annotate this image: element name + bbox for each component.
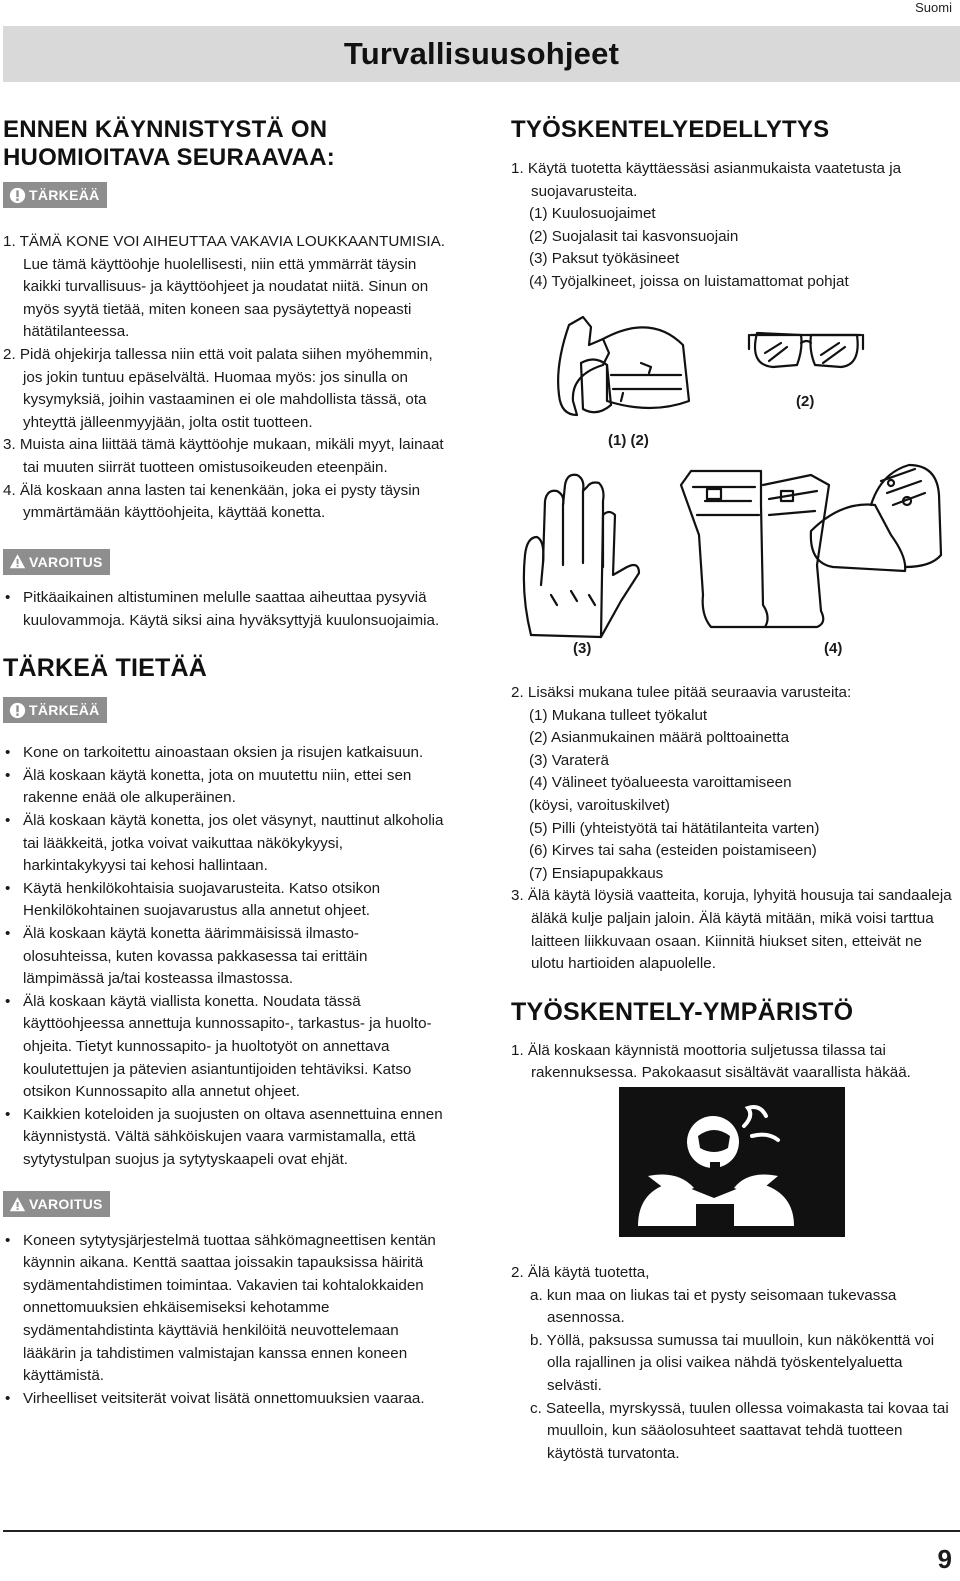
right-column	[511, 116, 956, 294]
list-item: • Älä koskaan käytä konetta, jos olet väsynyt, nauttinut alkoholia tai lääkkeitä, jotka voivat vaikuttaa näkökykyysi, harkintakykyysi tai kehosi hallintaan.	[3, 810, 445, 878]
warning-list	[3, 587, 445, 632]
warning-badge-wrap	[3, 549, 445, 578]
important-badge-label: TÄRKEÄÄ	[29, 701, 100, 718]
sub-item: a. kun maa on liukas tai et pysty seisomaan tukevassa asennossa.	[530, 1286, 897, 1327]
important-badge-label: TÄRKEÄÄ	[29, 186, 100, 203]
warning-triangle-icon	[9, 553, 26, 570]
sub-item: (3) Varaterä	[529, 751, 609, 769]
page-title: Turvallisuusohjeet	[343, 36, 620, 71]
sub-item: c. Sateella, myrskyssä, tuulen ollessa voimakasta tai kovaa tai muulloin, kun sääolosuhteet saattavat tehdä tuotteen käytöstä turvatonta.	[530, 1399, 949, 1462]
list-item: 2. Lisäksi mukana tulee pitää seuraavia varusteita:	[511, 684, 852, 701]
sub-item: (1) Kuulosuojaimet	[529, 205, 656, 223]
protective-gear-illustration	[511, 305, 956, 665]
important-badge-wrap	[3, 697, 445, 726]
list-item: 2. Pidä ohjekirja tallessa niin että voit palata siihen myöhemmin, jos jokin tuntuu epäselvältä. Huomaa myös: jos sinulla on kysymyksiä, joihin vastaaminen ei ole mahdollista tässä, ota yhteyttä jälleenmyyjään, jolta ostit tuotteen.	[3, 346, 433, 431]
warning-badge	[3, 549, 110, 575]
list-item: • Älä koskaan käytä konetta äärimmäisissä ilmasto-olosuhteissa, kuten kovassa pakkasessa tai erittäin lämpimässä ja/tai kosteassa ilmastossa.	[3, 923, 445, 991]
list-item: 3. Älä käytä löysiä vaatteita, koruja, lyhyitä housuja tai sandaaleja äläkä kulje paljain jaloin. Älä käytä mitään, mikä voisi tarttua laitteen liikkuvaan osaan. Kiinnitä hiukset siten, etteivät ne ulotu hartioiden alapuolelle.	[511, 887, 952, 973]
warning-triangle-icon	[9, 1196, 26, 1213]
left-column	[3, 116, 445, 1410]
list-item: 1. Käytä tuotetta käyttäessäsi asianmukaista vaatetusta ja suojavarusteita.	[511, 160, 902, 200]
list-item: • Pitkäaikainen altistuminen melulle saattaa aiheuttaa pysyviä kuulovammoja. Käytä siksi aina hyväksyttyjä kuulonsuojaimia.	[3, 587, 445, 632]
language-label: Suomi	[915, 0, 952, 15]
section-heading-work-conditions: TYÖSKENTELYEDELLYTYS	[511, 116, 830, 143]
safety-glasses-icon	[749, 333, 863, 367]
title-bar	[3, 26, 960, 82]
list-item: 1. TÄMÄ KONE VOI AIHEUTTAA VAKAVIA LOUKKAANTUMISIA. Lue tämä käyttöohje huolellisesti, niin että ymmärrät täysin kaikki turvallisuus- ja käyttöohjeet ja noudatat niitä. Sinun on myös syytä tietää, miten koneen saa pysäytettyä nopeasti hätätilanteessa.	[3, 233, 445, 341]
rubber-boots-icon	[681, 471, 829, 627]
footer-rule	[3, 1530, 960, 1532]
list-item: 2. Älä käytä tuotetta,	[511, 1264, 650, 1281]
section-heading-important-info: TÄRKEÄ TIETÄÄ	[3, 654, 207, 683]
important-badge	[3, 182, 107, 208]
sub-item: (4) Välineet työalueesta varoittamiseen	[529, 774, 792, 792]
work-environment-list	[511, 1040, 956, 1085]
important-badge-wrap	[3, 182, 445, 211]
protective-gear-drawing	[511, 305, 956, 665]
sub-item: (2) Asianmukainen määrä polttoainetta	[529, 729, 790, 747]
figure-label-4: (4)	[824, 640, 843, 657]
exclamation-icon	[9, 187, 26, 204]
list-item: • Kone on tarkoitettu ainoastaan oksien ja risujen katkaisuun.	[3, 742, 445, 765]
list-item: 3. Muista aina liittää tämä käyttöohje mukaan, mikäli myyt, lainaat tai muuten siirrät tuotteen omistusoikeuden eteenpäin.	[3, 436, 444, 477]
list-item: • Virheelliset veitsiterät voivat lisätä onnettomuuksien vaaraa.	[3, 1388, 445, 1411]
warning-badge-wrap	[3, 1191, 445, 1220]
visor-earmuff-icon	[558, 317, 689, 415]
warning-badge-label: VAROITUS	[29, 1196, 103, 1213]
figure-label-3: (3)	[573, 640, 592, 657]
exhaust-gas-warning-icon	[618, 1086, 846, 1238]
list-item: • Älä koskaan käytä viallista konetta. Noudata tässä käyttöohjeessa annettuja kunnossapito-, tarkastus- ja huolto-ohjeita. Tietyt kunnossapito- ja huoltotyöt on annettava koulutettujen ja pätevien asiantuntijoiden tehtäviksi. Katso otsikon Kunnossapito alla annetut ohjeet.	[3, 991, 445, 1104]
work-glove-icon	[524, 475, 639, 637]
exhaust-gas-pictogram	[618, 1086, 846, 1238]
sub-item: (4) Työjalkineet, joissa on luistamattomat pohjat	[529, 272, 849, 290]
warning-badge-label: VAROITUS	[29, 553, 103, 570]
exclamation-icon	[9, 702, 26, 719]
sub-item: (3) Paksut työkäsineet	[529, 250, 680, 268]
figure-label-1-2: (1) (2)	[608, 432, 649, 449]
figure-label-2: (2)	[796, 393, 815, 410]
page-number: 9	[937, 1544, 952, 1574]
sub-item: (7) Ensiapupakkaus	[529, 864, 664, 882]
list-item: • Koneen sytytysjärjestelmä tuottaa sähkömagneettisen kentän käynnin aikana. Kenttä saattaa joissakin tapauksissa häiritä sydämentahdistimen toimintaa. Vakavien tai kohtalokkaiden onnettomuuksien ehkäisemiseksi kehotamme sydämentahdistinta käyttäviä henkilöitä neuvottelemaan lääkärin ja tahdistimen valmistajan kanssa ennen koneen käyttämistä.	[3, 1230, 445, 1388]
sub-item: (6) Kirves tai saha (esteiden poistamiseen)	[529, 842, 817, 860]
section-heading-work-environment: TYÖSKENTELY-YMPÄRISTÖ	[511, 997, 854, 1026]
list-item: 4. Älä koskaan anna lasten tai kenenkään, joka ei pysty täysin ymmärtämään käyttöohjeita, käyttää konetta.	[3, 481, 421, 522]
list-item: • Älä koskaan käytä konetta, jota on muutettu niin, ettei sen rakenne enää ole alkuperäinen.	[3, 765, 445, 810]
section-heading-before-start: ENNEN KÄYNNISTYSTÄ ON HUOMIOITAVA SEURAAVAA:	[3, 116, 335, 171]
before-start-list	[3, 231, 445, 525]
conditions-list	[511, 1262, 956, 1465]
important-info-list	[3, 742, 445, 1171]
warning-badge	[3, 1191, 110, 1217]
work-shoes-icon	[811, 465, 941, 571]
sub-item: (1) Mukana tulleet työkalut	[529, 706, 708, 724]
sub-item: (köysi, varoituskilvet)	[529, 796, 670, 814]
equipment-list	[511, 682, 956, 1085]
list-item: • Kaikkien koteloiden ja suojusten on oltava asennettuina ennen käynnistystä. Vältä sähköiskujen vaara varmistamalla, että sytytystulpan suojus ja sytytyskaapeli ovat ehjät.	[3, 1104, 445, 1172]
warning-list	[3, 1230, 445, 1411]
sub-item: b. Yöllä, paksussa sumussa tai muulloin, kun näkökenttä voi olla rajallinen ja olisi vaikea nähdä työskentelyaluetta selvästi.	[530, 1331, 935, 1394]
sub-item: (2) Suojalasit tai kasvonsuojain	[529, 227, 739, 245]
list-item: • Käytä henkilökohtaisia suojavarusteita. Katso otsikon Henkilökohtainen suojavarustus alla annetut ohjeet.	[3, 878, 445, 923]
work-conditions-list	[511, 158, 956, 294]
important-badge	[3, 697, 107, 723]
sub-item: (5) Pilli (yhteistyötä tai hätätilanteita varten)	[529, 819, 820, 837]
list-item: 1. Älä koskaan käynnistä moottoria suljetussa tilassa tai rakennuksessa. Pakokaasut sisältävät vaarallista häkää.	[511, 1041, 911, 1082]
